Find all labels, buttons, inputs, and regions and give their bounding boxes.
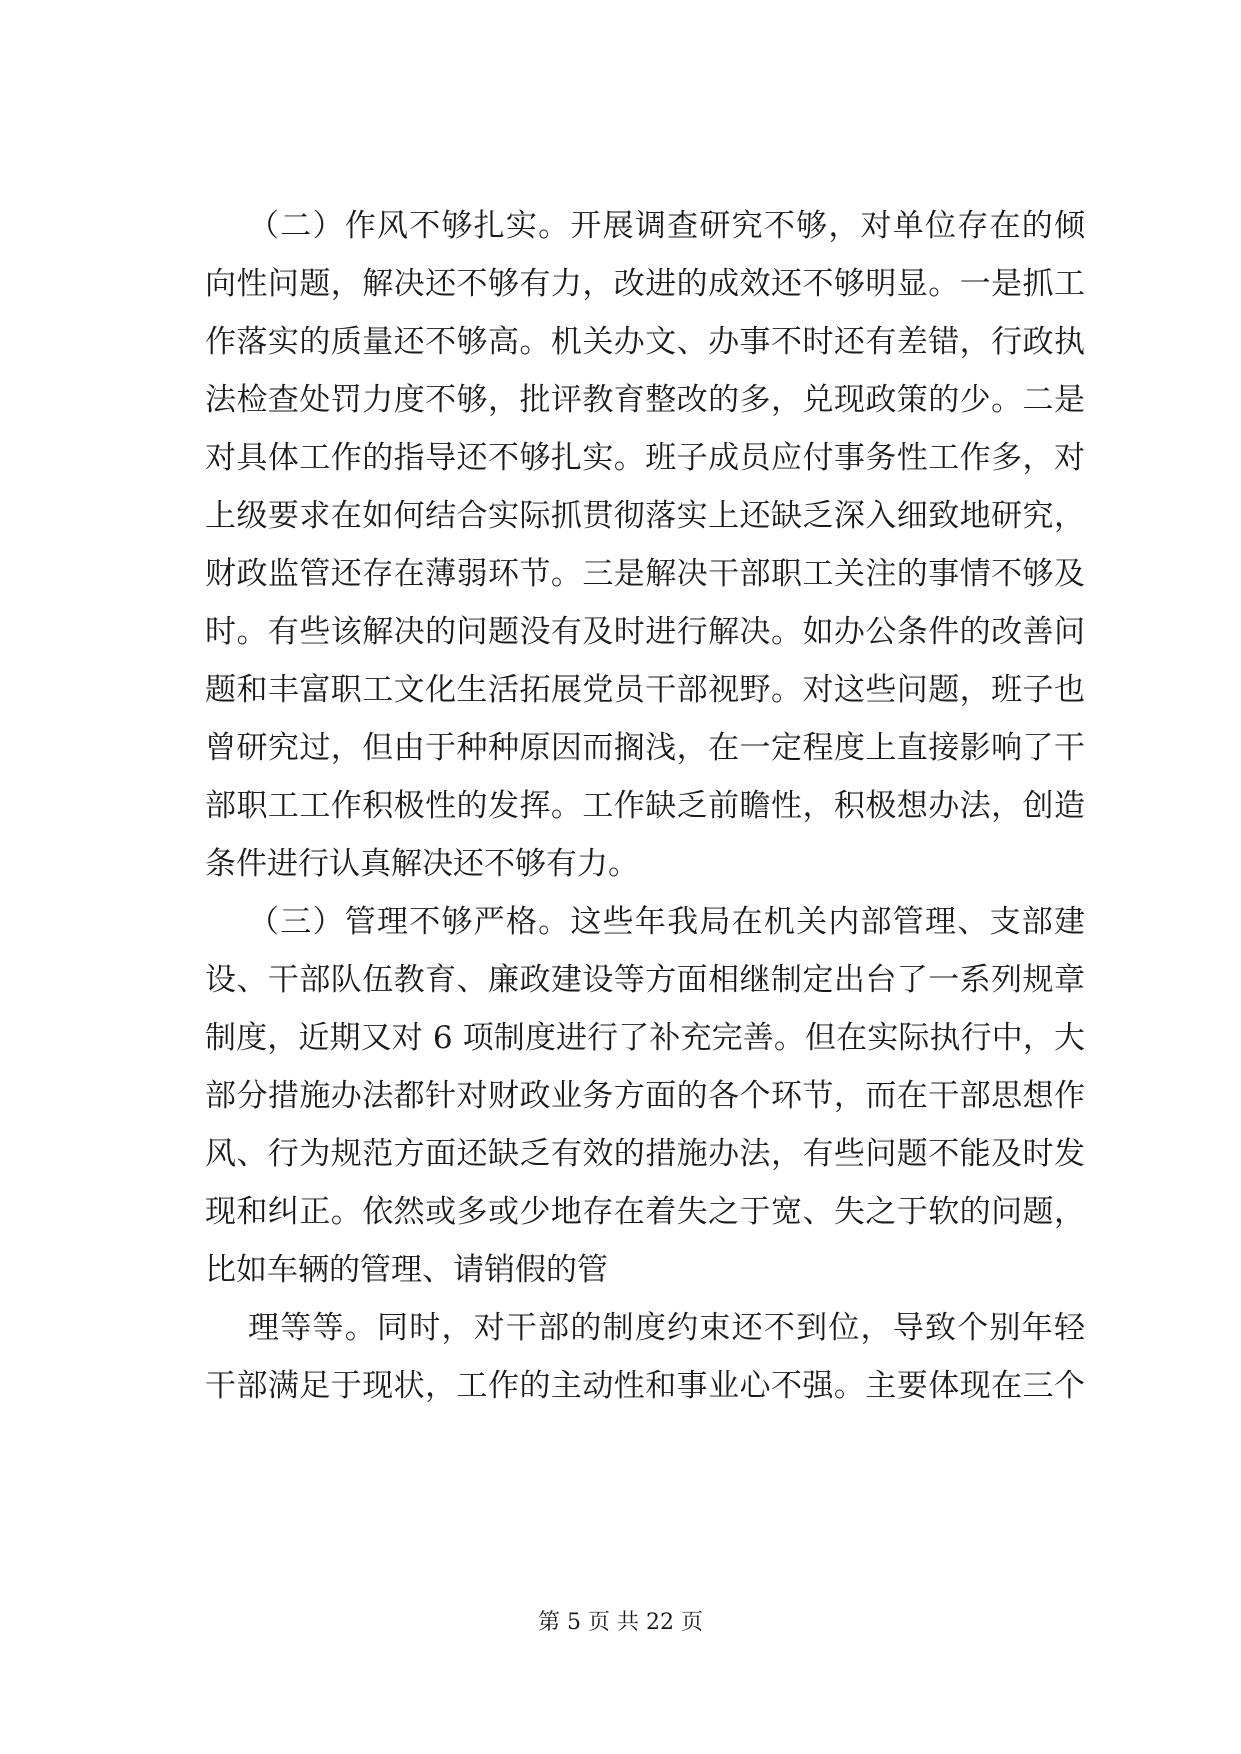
paragraph-line: 对具体工作的指导还不够扎实。班子成员应付事务性工作多，对	[205, 440, 1085, 476]
paragraph-line: 作落实的质量还不够高。机关办文、办事不时还有差错，行政执	[205, 324, 1085, 360]
paragraph-line: 制度，近期又对 6 项制度进行了补充完善。但在实际执行中，大	[205, 1020, 1085, 1056]
paragraph-line: 时。有些该解决的问题没有及时进行解决。如办公条件的改善问	[205, 614, 1085, 650]
paragraph-line: 部分措施办法都针对财政业务方面的各个环节，而在干部思想作	[205, 1078, 1085, 1114]
paragraph-line: 财政监管还存在薄弱环节。三是解决干部职工关注的事情不够及	[205, 556, 1085, 592]
paragraph-line: 上级要求在如何结合实际抓贯彻落实上还缺乏深入细致地研究，	[205, 498, 1085, 534]
paragraph-line: 法检查处罚力度不够，批评教育整改的多，兑现政策的少。二是	[205, 382, 1085, 418]
paragraph-line: 干部满足于现状，工作的主动性和事业心不强。主要体现在三个	[205, 1368, 1085, 1404]
paragraph-line: （二）作风不够扎实。开展调查研究不够，对单位存在的倾	[248, 208, 1085, 244]
page-footer: 第 5 页 共 22 页	[538, 1610, 703, 1635]
paragraph-line: 现和纠正。依然或多或少地存在着失之于宽、失之于软的问题，	[205, 1194, 1085, 1230]
paragraph-line: 条件进行认真解决还不够有力。	[205, 846, 639, 882]
paragraph-line: 理等等。同时，对干部的制度约束还不到位，导致个别年轻	[248, 1310, 1085, 1346]
paragraph-line: 曾研究过，但由于种种原因而搁浅，在一定程度上直接影响了干	[205, 730, 1085, 766]
paragraph-line: 设、干部队伍教育、廉政建设等方面相继制定出台了一系列规章	[205, 962, 1085, 998]
paragraph-line: 比如车辆的管理、请销假的管	[205, 1252, 608, 1288]
paragraph-line: 向性问题，解决还不够有力，改进的成效还不够明显。一是抓工	[205, 266, 1085, 302]
paragraph-line: （三）管理不够严格。这些年我局在机关内部管理、支部建	[248, 904, 1085, 940]
paragraph-line: 部职工工作积极性的发挥。工作缺乏前瞻性，积极想办法，创造	[205, 788, 1085, 824]
paragraph-line: 题和丰富职工文化生活拓展党员干部视野。对这些问题，班子也	[205, 672, 1085, 708]
paragraph-line: 风、行为规范方面还缺乏有效的措施办法，有些问题不能及时发	[205, 1136, 1085, 1172]
